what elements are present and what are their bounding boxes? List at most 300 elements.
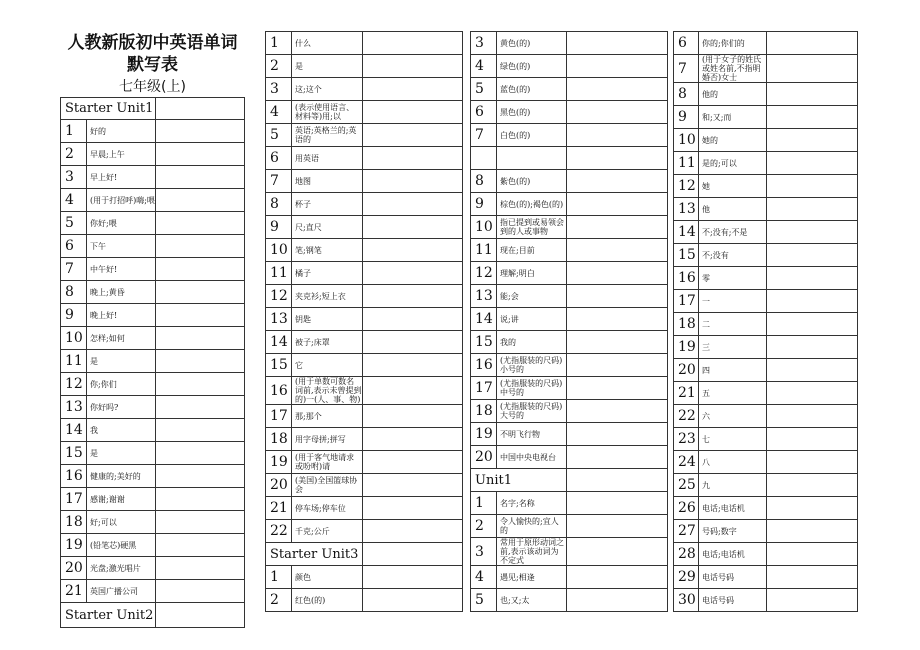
section-title: Starter Unit2 <box>61 603 156 628</box>
vocab-row <box>266 405 463 428</box>
item-number: 14 <box>471 308 497 331</box>
chinese-meaning: 七 <box>699 428 767 451</box>
chinese-meaning: (用于女子的姓氏或姓名前,不指明婚否)女士 <box>699 55 767 83</box>
answer-blank <box>767 474 858 497</box>
chinese-meaning: 指已提到或易领会到的人或事物 <box>497 216 567 239</box>
chinese-meaning: 健康的;美好的 <box>87 465 156 488</box>
answer-blank <box>156 120 245 143</box>
chinese-meaning: 电话号码 <box>699 589 767 612</box>
chinese-meaning: 被子;床罩 <box>292 331 363 354</box>
answer-blank <box>767 32 858 55</box>
item-number: 16 <box>61 465 87 488</box>
answer-blank <box>156 488 245 511</box>
item-number: 28 <box>674 543 699 566</box>
chinese-meaning: 紫色(的) <box>497 170 567 193</box>
item-number: 19 <box>674 336 699 359</box>
answer-blank <box>567 377 668 400</box>
chinese-meaning: 三 <box>699 336 767 359</box>
chinese-meaning: 一 <box>699 290 767 313</box>
vocab-row <box>266 124 463 147</box>
item-number: 11 <box>674 152 699 175</box>
vocab-row <box>471 492 668 515</box>
item-number: 11 <box>471 239 497 262</box>
vocab-row <box>266 193 463 216</box>
chinese-meaning: 英语;英格兰的;英语的 <box>292 124 363 147</box>
vocab-row <box>266 55 463 78</box>
item-number: 22 <box>266 520 292 543</box>
vocab-table-1 <box>60 97 245 628</box>
vocab-row <box>61 373 245 396</box>
item-number: 9 <box>61 304 87 327</box>
vocab-row <box>61 534 245 557</box>
vocab-row <box>471 538 668 566</box>
chinese-meaning: 是 <box>292 55 363 78</box>
chinese-meaning: 你;你们 <box>87 373 156 396</box>
chinese-meaning: 千克;公斤 <box>292 520 363 543</box>
chinese-meaning: 夹克衫;短上衣 <box>292 285 363 308</box>
chinese-meaning: 不;没有 <box>699 244 767 267</box>
answer-blank <box>363 497 463 520</box>
answer-blank <box>567 538 668 566</box>
chinese-meaning: 下午 <box>87 235 156 258</box>
item-number: 9 <box>471 193 497 216</box>
vocab-row <box>471 285 668 308</box>
answer-blank <box>767 55 858 83</box>
chinese-meaning: 是 <box>87 442 156 465</box>
vocab-row <box>674 474 858 497</box>
chinese-meaning: (用于打招呼)嗨;喂 <box>87 189 156 212</box>
chinese-meaning: 那;那个 <box>292 405 363 428</box>
item-number: 8 <box>266 193 292 216</box>
vocab-row <box>61 189 245 212</box>
item-number: 13 <box>61 396 87 419</box>
answer-blank <box>767 566 858 589</box>
vocab-row <box>266 170 463 193</box>
vocab-row <box>471 515 668 538</box>
chinese-meaning: 颜色 <box>292 566 363 589</box>
vocab-row <box>61 557 245 580</box>
item-number: 20 <box>674 359 699 382</box>
vocab-row <box>471 55 668 78</box>
chinese-meaning: 中国中央电视台 <box>497 446 567 469</box>
chinese-meaning: (用于单数可数名词前,表示未曾提到的)一(人、事、物) <box>292 377 363 405</box>
answer-blank <box>567 331 668 354</box>
vocab-row <box>266 331 463 354</box>
answer-blank <box>156 258 245 281</box>
blank-cell <box>156 603 245 628</box>
chinese-meaning: 电话;电话机 <box>699 543 767 566</box>
vocab-row <box>471 193 668 216</box>
answer-blank <box>363 589 463 612</box>
vocab-row <box>674 382 858 405</box>
vocab-row <box>674 520 858 543</box>
chinese-meaning: 早上好! <box>87 166 156 189</box>
item-number: 27 <box>674 520 699 543</box>
item-number: 17 <box>674 290 699 313</box>
item-number: 6 <box>674 32 699 55</box>
chinese-meaning: 理解;明白 <box>497 262 567 285</box>
page-subtitle: 七年级(上) <box>119 79 186 95</box>
answer-blank <box>156 373 245 396</box>
answer-blank <box>767 382 858 405</box>
chinese-meaning: 白色(的) <box>497 124 567 147</box>
chinese-meaning: (尤指服装的尺码)小号的 <box>497 354 567 377</box>
answer-blank <box>767 451 858 474</box>
answer-blank <box>767 405 858 428</box>
item-number: 13 <box>266 308 292 331</box>
answer-blank <box>567 55 668 78</box>
vocab-row <box>61 258 245 281</box>
vocab-row <box>471 124 668 147</box>
item-number: 19 <box>266 451 292 474</box>
vocab-row <box>266 451 463 474</box>
vocab-row <box>471 566 668 589</box>
answer-blank <box>363 239 463 262</box>
answer-blank <box>767 520 858 543</box>
item-number: 16 <box>471 354 497 377</box>
chinese-meaning: 四 <box>699 359 767 382</box>
vocab-row <box>266 262 463 285</box>
vocab-row <box>471 331 668 354</box>
answer-blank <box>363 566 463 589</box>
item-number: 3 <box>471 538 497 566</box>
answer-blank <box>567 446 668 469</box>
chinese-meaning: 感谢;谢谢 <box>87 488 156 511</box>
section-header-row <box>471 469 668 492</box>
chinese-meaning: 停车场;停车位 <box>292 497 363 520</box>
vocab-row <box>471 400 668 423</box>
answer-blank <box>363 124 463 147</box>
chinese-meaning: 现在;目前 <box>497 239 567 262</box>
vocab-row <box>266 428 463 451</box>
item-number: 15 <box>266 354 292 377</box>
item-number: 11 <box>266 262 292 285</box>
answer-blank <box>567 262 668 285</box>
item-number: 17 <box>61 488 87 511</box>
vocab-row <box>471 216 668 239</box>
item-number: 6 <box>471 101 497 124</box>
answer-blank <box>567 285 668 308</box>
vocab-row <box>266 32 463 55</box>
item-number: 23 <box>674 428 699 451</box>
item-number: 19 <box>61 534 87 557</box>
answer-blank <box>767 83 858 106</box>
answer-blank <box>767 267 858 290</box>
answer-blank <box>156 304 245 327</box>
chinese-meaning: 不明飞行物 <box>497 423 567 446</box>
item-number: 2 <box>266 55 292 78</box>
item-number: 4 <box>471 566 497 589</box>
answer-blank <box>567 78 668 101</box>
answer-blank <box>767 221 858 244</box>
vocab-row <box>674 221 858 244</box>
answer-blank <box>363 405 463 428</box>
answer-blank <box>156 465 245 488</box>
chinese-meaning: 黑色(的) <box>497 101 567 124</box>
chinese-meaning: 你好吗? <box>87 396 156 419</box>
answer-blank <box>567 492 668 515</box>
chinese-meaning: (表示使用语言、材料等)用;以 <box>292 101 363 124</box>
item-number: 18 <box>266 428 292 451</box>
item-number: 3 <box>266 78 292 101</box>
chinese-meaning: 号码;数字 <box>699 520 767 543</box>
answer-blank <box>567 308 668 331</box>
section-header-row <box>266 543 463 566</box>
vocab-row <box>266 474 463 497</box>
chinese-meaning: 尺;直尺 <box>292 216 363 239</box>
answer-blank <box>363 55 463 78</box>
item-number: 30 <box>674 589 699 612</box>
vocab-row <box>674 359 858 382</box>
item-number: 4 <box>61 189 87 212</box>
section-title: Unit1 <box>471 469 567 492</box>
vocab-row <box>266 497 463 520</box>
item-number: 14 <box>61 419 87 442</box>
chinese-meaning: 怎样;如何 <box>87 327 156 350</box>
chinese-meaning: 绿色(的) <box>497 55 567 78</box>
vocab-row <box>674 313 858 336</box>
item-number: 17 <box>471 377 497 400</box>
item-number: 10 <box>674 129 699 152</box>
chinese-meaning: 也;又;太 <box>497 589 567 612</box>
vocab-row <box>61 120 245 143</box>
item-number: 26 <box>674 497 699 520</box>
chinese-meaning: 晚上好! <box>87 304 156 327</box>
answer-blank <box>767 359 858 382</box>
vocab-table-4 <box>673 31 858 612</box>
chinese-meaning: (尤指服装的尺码)大号的 <box>497 400 567 423</box>
chinese-meaning: 八 <box>699 451 767 474</box>
item-number: 19 <box>471 423 497 446</box>
answer-blank <box>156 350 245 373</box>
item-number: 7 <box>61 258 87 281</box>
answer-blank <box>363 78 463 101</box>
vocab-row <box>674 244 858 267</box>
chinese-meaning: 笔;钢笔 <box>292 239 363 262</box>
item-number: 14 <box>266 331 292 354</box>
vocab-row <box>674 32 858 55</box>
answer-blank <box>767 543 858 566</box>
vocab-row <box>674 106 858 129</box>
answer-blank <box>363 474 463 497</box>
vocab-row <box>471 377 668 400</box>
vocab-row <box>266 354 463 377</box>
vocab-row <box>674 267 858 290</box>
answer-blank <box>156 212 245 235</box>
vocab-row <box>471 239 668 262</box>
answer-blank <box>156 557 245 580</box>
vocab-row <box>674 290 858 313</box>
item-number: 7 <box>266 170 292 193</box>
item-number: 29 <box>674 566 699 589</box>
answer-blank <box>363 262 463 285</box>
chinese-meaning: (美国)全国篮球协会 <box>292 474 363 497</box>
item-number: 5 <box>471 78 497 101</box>
chinese-meaning: 令人愉快的;宜人的 <box>497 515 567 538</box>
chinese-meaning: 红色(的) <box>292 589 363 612</box>
vocab-row <box>61 212 245 235</box>
answer-blank <box>767 106 858 129</box>
answer-blank <box>363 101 463 124</box>
answer-blank <box>567 32 668 55</box>
item-number: 18 <box>674 313 699 336</box>
vocab-row <box>471 170 668 193</box>
chinese-meaning: (铅笔芯)硬黑 <box>87 534 156 557</box>
answer-blank <box>767 336 858 359</box>
vocab-row <box>266 147 463 170</box>
vocab-row <box>266 285 463 308</box>
section-header-row <box>61 603 245 628</box>
vocab-row <box>471 354 668 377</box>
blank-cell <box>363 543 463 566</box>
answer-blank <box>767 244 858 267</box>
item-number: 2 <box>266 589 292 612</box>
item-number: 10 <box>471 216 497 239</box>
chinese-meaning: 什么 <box>292 32 363 55</box>
chinese-meaning: 是 <box>87 350 156 373</box>
vocab-row <box>266 377 463 405</box>
item-number: 1 <box>266 32 292 55</box>
vocab-row <box>471 147 668 170</box>
chinese-meaning: 六 <box>699 405 767 428</box>
item-number: 9 <box>266 216 292 239</box>
answer-blank <box>156 189 245 212</box>
vocab-row <box>674 83 858 106</box>
answer-blank <box>567 354 668 377</box>
vocab-row <box>61 327 245 350</box>
answer-blank <box>567 170 668 193</box>
chinese-meaning: 她的 <box>699 129 767 152</box>
chinese-meaning: 她 <box>699 175 767 198</box>
item-number: 8 <box>674 83 699 106</box>
vocab-row <box>266 101 463 124</box>
answer-blank <box>156 235 245 258</box>
vocab-row <box>674 566 858 589</box>
item-number: 25 <box>674 474 699 497</box>
answer-blank <box>767 152 858 175</box>
chinese-meaning: 电话;电话机 <box>699 497 767 520</box>
item-number: 5 <box>266 124 292 147</box>
chinese-meaning: 名字;名称 <box>497 492 567 515</box>
answer-blank <box>767 129 858 152</box>
chinese-meaning: 零 <box>699 267 767 290</box>
vocab-row <box>61 488 245 511</box>
vocab-table-3 <box>470 31 668 612</box>
section-title: Starter Unit1 <box>61 98 156 120</box>
answer-blank <box>363 147 463 170</box>
answer-blank <box>156 327 245 350</box>
vocab-row <box>471 32 668 55</box>
answer-blank <box>156 580 245 603</box>
vocab-row <box>471 446 668 469</box>
vocab-row <box>471 101 668 124</box>
item-number: 20 <box>266 474 292 497</box>
vocab-row <box>674 175 858 198</box>
item-number: 3 <box>471 32 497 55</box>
vocab-row <box>674 198 858 221</box>
item-number: 3 <box>61 166 87 189</box>
chinese-meaning: 光盘;激光唱片 <box>87 557 156 580</box>
vocab-row <box>61 166 245 189</box>
chinese-meaning: 他的 <box>699 83 767 106</box>
chinese-meaning: 常用于原形动词之前,表示该动词为不定式 <box>497 538 567 566</box>
answer-blank <box>363 285 463 308</box>
vocab-row <box>61 511 245 534</box>
item-number: 17 <box>266 405 292 428</box>
item-number: 8 <box>61 281 87 304</box>
item-number: 22 <box>674 405 699 428</box>
item-number: 21 <box>61 580 87 603</box>
vocab-row <box>266 589 463 612</box>
vocab-row <box>674 336 858 359</box>
chinese-meaning: 黄色(的) <box>497 32 567 55</box>
answer-blank <box>567 193 668 216</box>
answer-blank <box>767 175 858 198</box>
item-number: 16 <box>674 267 699 290</box>
item-number: 5 <box>471 589 497 612</box>
chinese-meaning: 你的;你们的 <box>699 32 767 55</box>
chinese-meaning: 这;这个 <box>292 78 363 101</box>
chinese-meaning: 他 <box>699 198 767 221</box>
chinese-meaning: 好的 <box>87 120 156 143</box>
answer-blank <box>156 442 245 465</box>
vocab-row <box>61 281 245 304</box>
chinese-meaning: 九 <box>699 474 767 497</box>
item-number: 13 <box>674 198 699 221</box>
answer-blank <box>363 520 463 543</box>
item-number: 21 <box>674 382 699 405</box>
item-number: 20 <box>471 446 497 469</box>
vocab-row <box>266 520 463 543</box>
item-number: 4 <box>471 55 497 78</box>
chinese-meaning: 地图 <box>292 170 363 193</box>
vocab-row <box>674 589 858 612</box>
item-number: 12 <box>266 285 292 308</box>
answer-blank <box>363 170 463 193</box>
item-number: 16 <box>266 377 292 405</box>
chinese-meaning: 杯子 <box>292 193 363 216</box>
vocab-row <box>674 405 858 428</box>
answer-blank <box>767 313 858 336</box>
chinese-meaning: 中午好! <box>87 258 156 281</box>
answer-blank <box>156 419 245 442</box>
answer-blank <box>567 423 668 446</box>
answer-blank <box>767 198 858 221</box>
answer-blank <box>767 589 858 612</box>
item-number: 10 <box>61 327 87 350</box>
chinese-meaning: 能;会 <box>497 285 567 308</box>
item-number: 11 <box>61 350 87 373</box>
answer-blank <box>567 566 668 589</box>
answer-blank <box>156 396 245 419</box>
item-number: 12 <box>674 175 699 198</box>
vocab-row <box>61 442 245 465</box>
item-number: 15 <box>674 244 699 267</box>
answer-blank <box>156 534 245 557</box>
answer-blank <box>363 331 463 354</box>
answer-blank <box>363 193 463 216</box>
vocab-row <box>674 428 858 451</box>
vocab-row <box>61 304 245 327</box>
chinese-meaning: 晚上;黄昏 <box>87 281 156 304</box>
chinese-meaning: 它 <box>292 354 363 377</box>
chinese-meaning: (尤指服装的尺码)中号的 <box>497 377 567 400</box>
vocab-row <box>266 308 463 331</box>
item-number: 7 <box>471 124 497 147</box>
chinese-meaning: 二 <box>699 313 767 336</box>
answer-blank <box>567 400 668 423</box>
vocab-row <box>266 216 463 239</box>
